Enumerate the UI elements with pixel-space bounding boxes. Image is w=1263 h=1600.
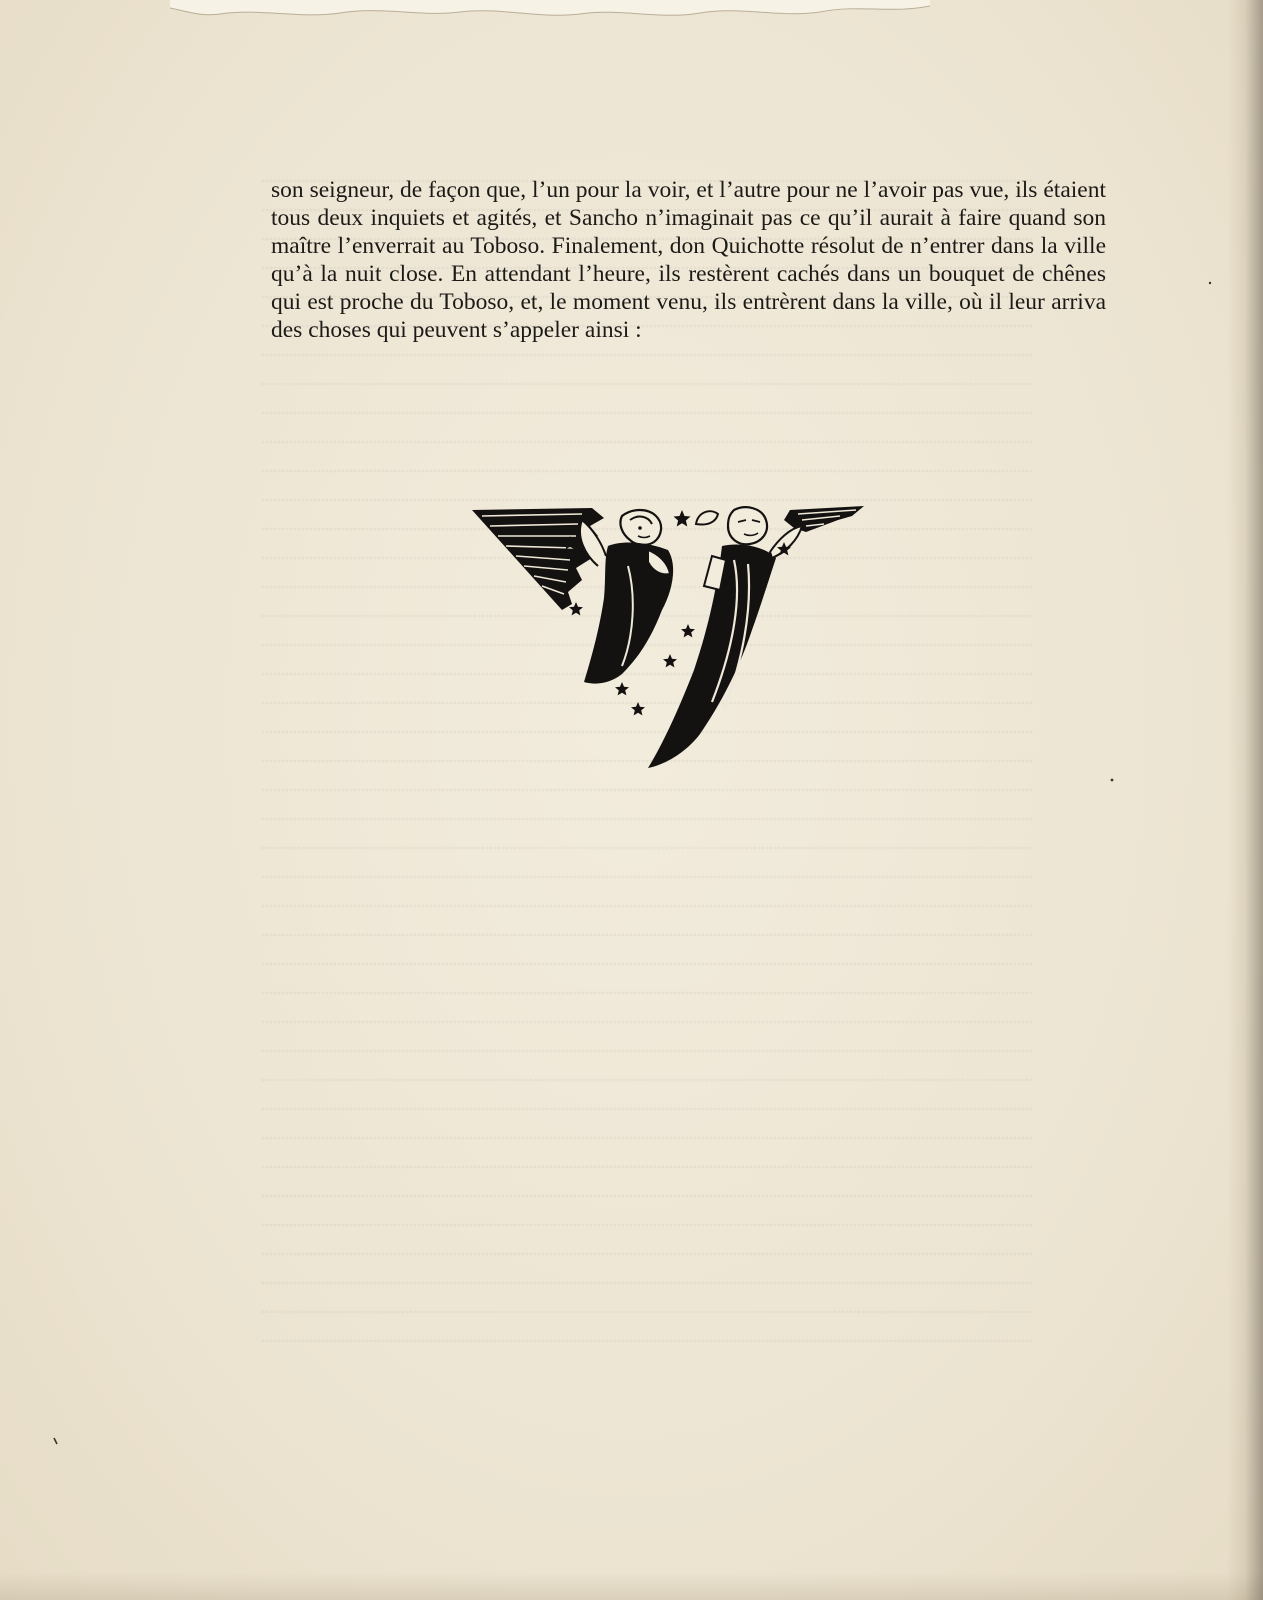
torn-top-edge	[170, 0, 930, 22]
right-monk-icon	[648, 507, 802, 768]
body-paragraph: son seigneur, de façon que, l’un pour la voir, et l’autre pour ne l’avoir pas vue, ils étaient tous deux inquiets et agités, et Sancho n’imaginait pas ce qu’il aurait à faire quand son maître l’enverrait au Toboso. Finalement, don Quichotte résolut de n’entrer dans la ville qu’à la nuit close. En attendant l’heure, ils restèrent cachés dans un bouquet de chênes qui est proche du Toboso, et, le moment venu, ils entrèrent dans la ville, où il leur arriva des choses qui peuvent s’appeler ainsi :	[271, 177, 1106, 343]
flying-monks-icon	[472, 506, 884, 774]
page-right-edge	[1227, 0, 1263, 1600]
page-bottom-edge	[0, 1572, 1263, 1600]
left-monk-icon	[580, 510, 673, 684]
